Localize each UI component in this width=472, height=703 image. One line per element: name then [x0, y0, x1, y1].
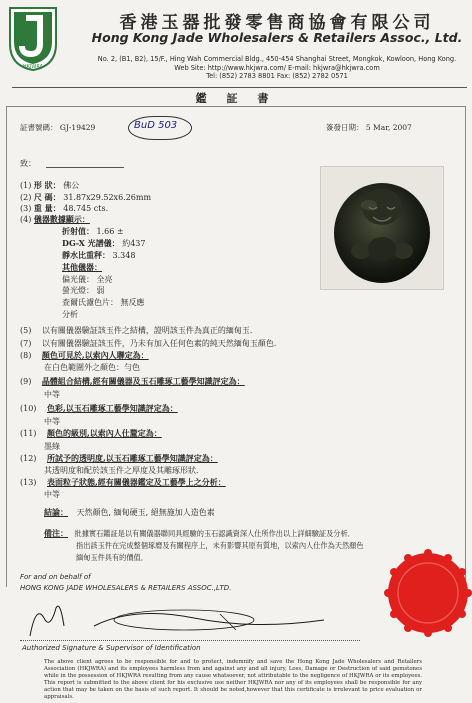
item-text: 晶體組合結構,經有關儀器及玉石雕琢工藝學知識評定為：: [41, 376, 245, 386]
reading-spectroscope: [62, 238, 145, 249]
header-divider: [12, 87, 467, 88]
reading-label: 折射值：: [62, 226, 94, 236]
recipient-label: 致：: [20, 159, 36, 168]
reading-label: 螢光燈：: [62, 286, 94, 295]
field-value: 31.87x29.52x6.26mm: [63, 193, 152, 202]
handwritten-reference: BuD 503: [134, 120, 178, 131]
issue-date-value: 5 Mar, 2007: [365, 123, 412, 132]
reading-label: 靜水比重秤：: [62, 250, 110, 260]
red-wax-seal: [382, 547, 472, 639]
signature: [24, 596, 354, 640]
conclusion-label: 結論：: [44, 507, 68, 517]
item-13-result: 中等: [44, 490, 60, 499]
certificate-number: [20, 122, 95, 133]
analysis-heading: 分析: [62, 310, 78, 319]
item-11: [20, 428, 162, 439]
field-value: 佛公: [63, 181, 80, 190]
field-label: 儀器數據顯示：: [33, 214, 90, 224]
reading-label: 偏光儀：: [62, 275, 94, 284]
item-number: (8): [20, 351, 32, 360]
association-logo: [4, 4, 62, 72]
reading-specific-gravity: [62, 250, 135, 261]
issue-date: [326, 122, 412, 133]
item-10: [20, 403, 178, 414]
remarks-line: 批據實石鑑証是以有關儀器聯同具經驗的玉石認識資深人仕所作出以上詳細驗証及分析．: [74, 529, 355, 538]
reading-value: 1.66 ±: [96, 227, 124, 236]
association-contact: [84, 55, 470, 81]
remarks: [44, 528, 355, 539]
reading-other-instruments: [62, 262, 102, 273]
item-text: 表面粒子狀態,經有關儀器鑑定及工藝學上之分析：: [46, 477, 226, 487]
item-9-result: 中等: [44, 390, 60, 399]
reading-value: 全亮: [96, 275, 113, 284]
field-size: [20, 192, 151, 203]
reading-value: 無反應: [120, 298, 145, 307]
item-text: 顏色的級別,以索內人仕釐定為：: [46, 428, 162, 438]
item-8-result: 在白色範圍外之顏色：勻色: [44, 363, 140, 372]
item-7: [20, 338, 282, 349]
item-9: [20, 376, 245, 387]
reading-value: 弱: [96, 286, 105, 295]
field-number: (1): [20, 181, 32, 190]
association-name-chinese: 香港玉器批發零售商協會有限公司: [119, 13, 435, 33]
item-text: 以有關儀器驗証該玉件，乃未有加入任何色素的純天然緬甸玉顏色．: [41, 339, 282, 348]
remarks-line: 指出該玉件在完成整個琢磨及有關程序上，未有影響其原有質地，以索內人仕作為天然顏色: [76, 541, 364, 550]
item-text: 以有關儀器驗証該玉件之結構，證明該玉件為真正的緬甸玉．: [41, 326, 258, 335]
reading-label: 查爾氏濾色片：: [62, 298, 118, 307]
recipient-line: [46, 158, 124, 168]
web-email-line: Web Site: http://www.hkjwra.com/ E-mail: hkjwra@hkjwra.com: [174, 63, 380, 72]
on-behalf-line: For and on behalf of: [20, 573, 91, 581]
item-13: [20, 477, 226, 488]
certificate-title: 鑑 証 書: [195, 92, 277, 105]
field-instrument-data: [20, 214, 90, 225]
item-number: (13): [20, 478, 37, 487]
item-12: [20, 453, 218, 464]
item-number: (5): [20, 326, 32, 335]
reading-polariscope: [62, 274, 113, 285]
certificate-number-label: 証書號碼：: [20, 123, 58, 132]
field-shape: [20, 180, 79, 191]
item-8: [20, 350, 149, 361]
signature-line: [20, 640, 360, 641]
specimen-photo: [320, 166, 444, 290]
certificate-number-value: GJ-19429: [59, 123, 96, 132]
tel-fax-line: Tel: (852) 2783 8801 Fax: (852) 2782 0571: [206, 72, 348, 80]
item-5: [20, 325, 258, 336]
item-12-result: 其透明度和配於該玉件之厚度及其雕琢形狀．: [44, 466, 204, 475]
reading-value: 3.348: [112, 251, 136, 260]
item-number: (7): [20, 339, 32, 348]
field-label: 形 狀：: [33, 180, 61, 190]
liability-disclaimer: The above client agrees to be responsible for and to protect, indemnify and save the Hong Kong Jade Wholesalers and Retailers Association (HKJWRA) and its employees harmless from and against any and all injury, Loss, Damage or Destruction of said gemstones while in the possession of HKJWRA resulting from any cause whatsoever, not attributable to the negligence of HKJWRA or its employees. This report is submitted to the above client for his exclusive use neither HKJWRA nor any of its employees shall be responsible for any action that may be taken on the basis of such report. It should be noted,however that this certificate is irrelevant to price evaluation or appraisals.: [44, 659, 422, 700]
item-text: 所試予的透明度,以玉石雕琢工藝學知識評定為：: [46, 453, 218, 463]
item-11-result: 墨綠: [44, 442, 60, 451]
remarks-label: 備注：: [44, 528, 68, 538]
item-text: 顏色可見於,以索內人聯定為：: [41, 350, 149, 360]
item-10-result: 中等: [44, 417, 60, 426]
signature-caption: Authorized Signature & Supervisor of Identification: [22, 644, 201, 652]
issue-date-label: 簽發日期：: [326, 123, 364, 132]
address-line: No. 2, (B1, B2), 15/F., Hing Wah Commercial Bldg., 450-454 Shanghai Street, Mongkok, Kowloon, Hong Kong.: [97, 55, 457, 63]
reading-refractive-index: [62, 226, 124, 237]
reading-fluorescence: [62, 285, 105, 296]
item-number: (9): [20, 377, 32, 386]
association-name-english: Hong Kong Jade Wholesalers & Retailers Assoc., Ltd.: [91, 30, 463, 45]
reading-chelsea-filter: [62, 297, 145, 308]
conclusion: [44, 507, 215, 518]
field-number: (4): [20, 215, 32, 224]
remarks-line: 緬甸玉件具有的價值．: [76, 553, 148, 562]
association-behalf-name: HONG KONG JADE WHOLESALERS & RETAILERS ASSOC.,LTD.: [20, 584, 232, 592]
field-weight: [20, 203, 108, 214]
svg-text:HKJWRA: HKJWRA: [22, 64, 44, 70]
field-value: 48.745 cts.: [63, 204, 109, 213]
field-label: 重 量：: [33, 203, 61, 213]
item-text: 色彩,以玉石雕琢工藝學知識評定為：: [46, 403, 178, 413]
field-label: 尺 碼：: [33, 192, 61, 202]
field-number: (3): [20, 204, 32, 213]
reading-label: DG-X 光譜儀：: [62, 238, 120, 248]
item-number: (12): [20, 454, 37, 463]
item-number: (10): [20, 404, 37, 413]
item-number: (11): [20, 429, 37, 438]
field-number: (2): [20, 193, 32, 202]
jade-buddha-image: [321, 167, 443, 289]
conclusion-text: 天然顏色, 緬甸硬玉, 絕無施加人造色素: [76, 508, 215, 517]
reading-label: 其他儀器：: [62, 262, 102, 272]
reading-value: 約437: [122, 239, 146, 248]
